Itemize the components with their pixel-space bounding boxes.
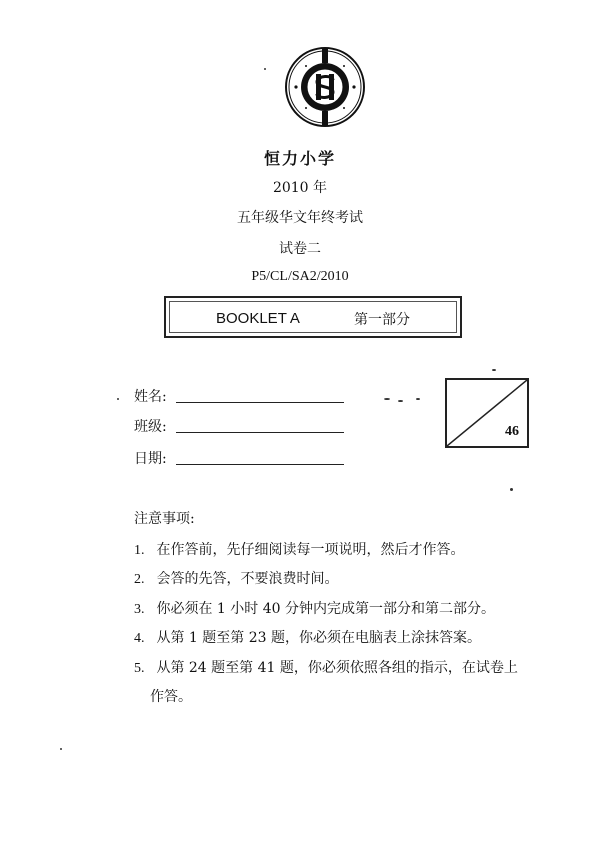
school-name: 恒力小学 (263, 149, 336, 168)
note-item (134, 627, 481, 647)
scan-speck (384, 398, 390, 400)
note-text: 在作答前，先仔细阅读每一项说明，然后才作答。 (156, 542, 465, 558)
booklet-label-zh: 第一部分 (354, 312, 410, 328)
note-text: 从第 1 题至第 23 题，你必须在电脑表上涂抹答案。 (156, 630, 481, 646)
note-text: 从第 24 题至第 41 题，你必须依照各组的指示，在试卷上 (156, 660, 518, 676)
note-item (134, 568, 338, 588)
scan-speck (60, 748, 62, 750)
scan-speck (398, 400, 403, 402)
class-field[interactable] (176, 432, 344, 433)
note-text: 你必须在 1 小时 40 分钟内完成第一部分和第二部分。 (156, 601, 495, 617)
exam-year: 2010 年 (272, 180, 328, 196)
note-item (134, 539, 464, 559)
note-text: 会答的先答，不要浪费时间。 (156, 571, 339, 587)
scan-speck (264, 68, 266, 70)
scan-speck (492, 369, 496, 371)
note-number: 5. (134, 661, 145, 676)
booklet-box (164, 296, 462, 338)
note-item (134, 657, 518, 677)
scan-speck (510, 488, 513, 491)
date-field[interactable] (176, 464, 344, 465)
paper-number: 试卷二 (279, 241, 321, 257)
name-field[interactable] (176, 402, 344, 403)
score-total: 46 (505, 424, 519, 439)
note-continuation: 作答。 (150, 689, 192, 705)
note-number: 3. (134, 602, 145, 617)
paper-code: P5/CL/SA2/2010 (251, 269, 349, 284)
note-number: 4. (134, 631, 145, 646)
exam-title: 五年级华文年终考试 (237, 210, 363, 226)
notes-title: 注意事项: (134, 511, 195, 527)
note-item (134, 598, 495, 618)
booklet-label-en: BOOKLET A (216, 310, 300, 327)
date-label: 日期: (134, 451, 167, 467)
score-box (445, 378, 529, 448)
school-logo (284, 46, 366, 128)
note-number: 1. (134, 543, 145, 558)
note-number: 2. (134, 572, 145, 587)
class-label: 班级: (134, 419, 167, 435)
scan-speck (117, 398, 119, 400)
name-label: 姓名: (134, 389, 167, 405)
scan-speck (416, 398, 420, 400)
